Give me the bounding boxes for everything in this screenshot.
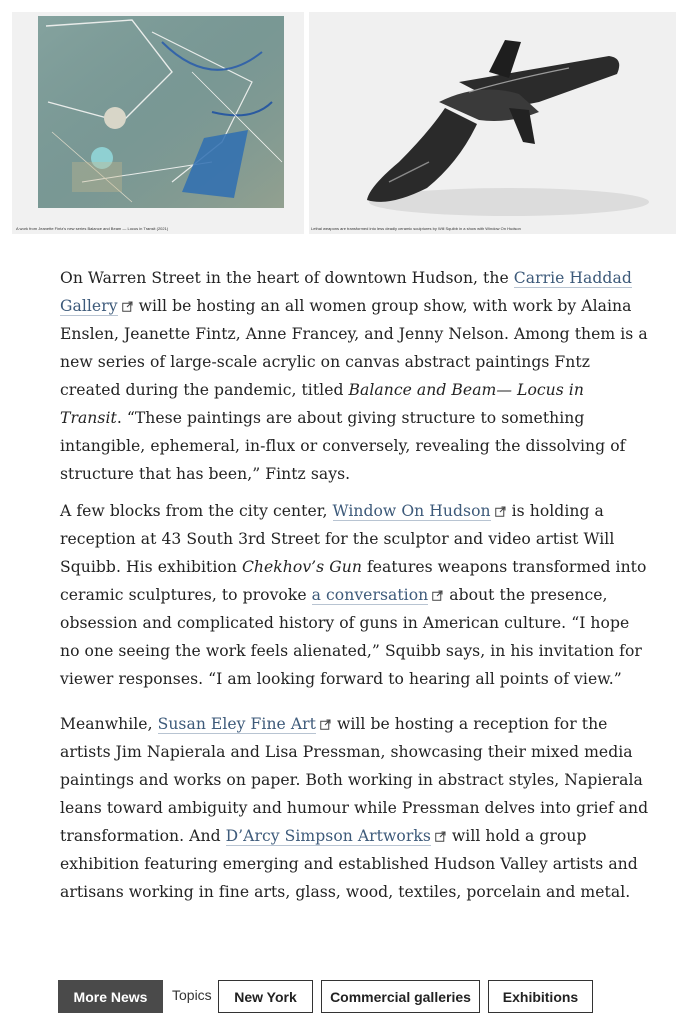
topics-label: Topics (172, 987, 212, 1003)
sculpture-image[interactable] (309, 12, 676, 234)
paragraph-text: will hold a group exhibition featuring emerging and established Hudson Valley artists and artisans working in fine arts, glass, wood, textiles, porcelain and metal. (60, 827, 638, 901)
paragraph-text: will be hosting an all women group show, with work by Alaina Enslen, Jeanette Fintz, Anne Francey, and Jenny Nelson. Among them is a new series of large-scale acrylic on canvas abstract paintings Fntz created during the pandemic, titled (60, 297, 648, 399)
paragraph-3 (60, 710, 650, 906)
paragraph-text: features weapons transformed into ceramic sculptures, to provoke (60, 558, 647, 604)
paragraph-text: about the presence, obsession and complicated history of guns in American culture. “I hope no one seeing the work feels alienated,” Squibb says, in his invitation for viewer responses. “I am looking forward to hearing all points of view.” (60, 586, 642, 688)
topic-tag-commercial-galleries[interactable]: Commercial galleries (321, 980, 480, 1013)
paragraph-text: is holding a reception at 43 South 3rd Street for the sculptor and video artist Will Squibb. His exhibition (60, 502, 615, 576)
article-footer (58, 980, 678, 1013)
link-window-on-hudson[interactable]: Window On Hudson (332, 502, 491, 520)
paragraph-2 (60, 497, 650, 693)
paragraph-text: . “These paintings are about giving structure to something intangible, ephemeral, in-flux or conversely, revealing the dissolving of structure that has been,” Fintz says. (60, 409, 626, 483)
topic-tag-exhibitions[interactable]: Exhibitions (488, 980, 593, 1013)
topic-tag-new-york[interactable]: New York (218, 980, 313, 1013)
image-gallery (12, 12, 676, 237)
abstract-painting-illustration (12, 12, 304, 234)
more-news-button[interactable]: More News (58, 980, 163, 1013)
exhibition-title: Chekhov’s Gun (241, 558, 362, 576)
link-carrie-haddad-gallery[interactable]: Carrie Haddad Gallery (60, 269, 632, 315)
paragraph-text: On Warren Street in the heart of downtown Hudson, the (60, 269, 514, 287)
artwork-title: Balance and Beam— Locus in Transit (60, 381, 584, 427)
paragraph-text: will be hosting a reception for the artists Jim Napierala and Lisa Pressman, showcasing their mixed media paintings and works on paper. Both working in abstract styles, Napierala leans toward ambiguity and humour while Pressman delves into grief and transformation. And (60, 715, 649, 845)
paragraph-text: A few blocks from the city center, (60, 502, 333, 520)
painting-image[interactable] (12, 12, 304, 234)
external-link-icon[interactable] (495, 506, 506, 517)
ceramic-gun-sculpture-illustration (309, 12, 676, 234)
external-link-icon[interactable] (320, 719, 331, 730)
image-caption-left: A work from Jeanette Fintz's new series Balance and Beam — Locus in Transit (2021) (16, 226, 169, 231)
link-darcy-simpson-artworks[interactable]: D’Arcy Simpson Artworks (225, 827, 431, 845)
external-link-icon[interactable] (122, 301, 133, 312)
link-a-conversation[interactable]: a conversation (311, 586, 429, 604)
external-link-icon[interactable] (435, 831, 446, 842)
paragraph-1 (60, 264, 650, 488)
external-link-icon[interactable] (432, 590, 443, 601)
link-susan-eley-fine-art[interactable]: Susan Eley Fine Art (157, 715, 316, 733)
image-caption-right: Lethal weapons are transformed into less deadly ceramic sculptures by Will Squibb in a show with Window On Hudson (311, 226, 521, 231)
paragraph-text: Meanwhile, (60, 715, 158, 733)
